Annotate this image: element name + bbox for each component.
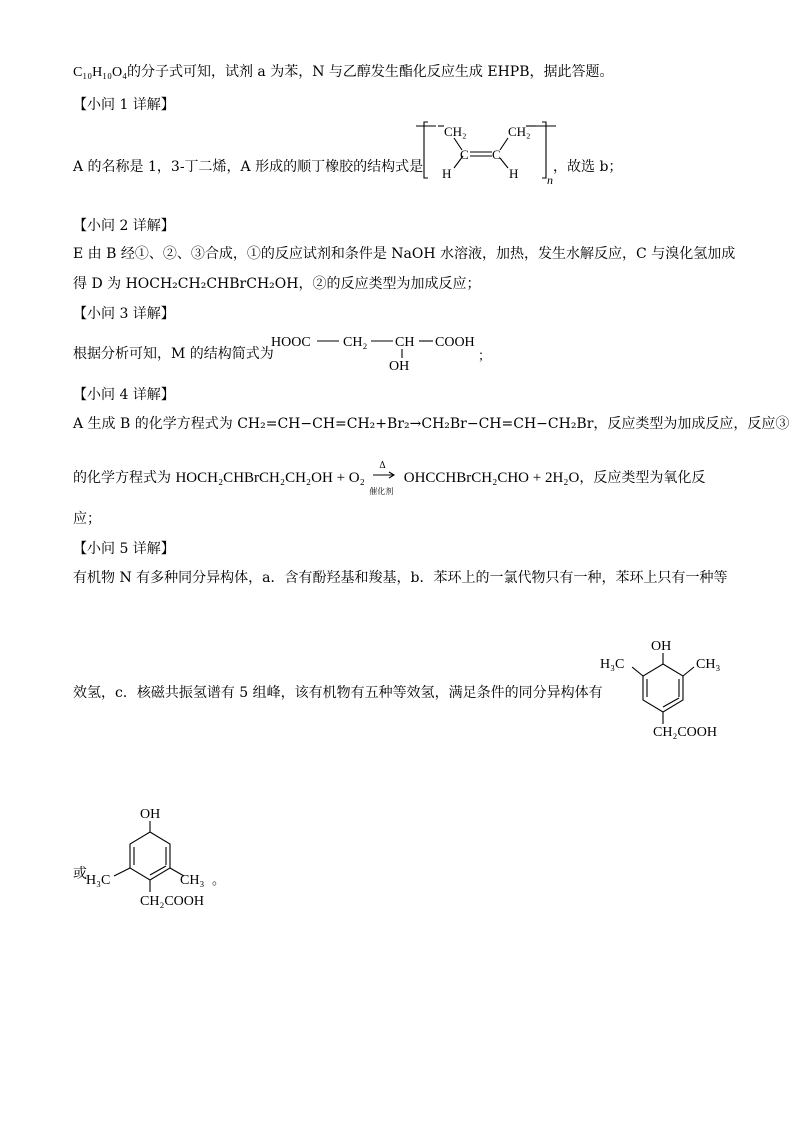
heading-q4: 【小问 4 详解】 xyxy=(73,387,175,403)
heading-q3: 【小问 3 详解】 xyxy=(73,306,175,322)
heading-q1: 【小问 1 详解】 xyxy=(73,97,175,113)
h-left: H xyxy=(442,166,452,181)
q3-post: ； xyxy=(478,348,492,363)
q1-pre: A 的名称是 1，3-丁二烯，A 形成的顺丁橡胶的结构式是 xyxy=(73,159,424,175)
repeat-n: n xyxy=(547,173,553,187)
c-left: C xyxy=(460,147,469,162)
q5-line2: 效氢，c．核磁共振氢谱有 5 组峰，该有机物有五种等效氢，满足条件的同分异构体有 xyxy=(73,685,603,701)
q1-text xyxy=(73,157,423,177)
q5-line1: 有机物 N 有多种同分异构体，a．含有酚羟基和羧基，b．苯环上的一氯代物只有一种，苯环上只有一种等 xyxy=(73,570,728,586)
q2-line2: 得 D 为 HOCH₂CH₂CHBrCH₂OH，②的反应类型为加成反应； xyxy=(73,276,481,292)
equation-left: HOCH₂CHBrCH₂CH₂OH + O₂ xyxy=(175,470,365,486)
q4-line3: 应； xyxy=(73,511,101,527)
q3-pre: 根据分析可知，M 的结构简式为 xyxy=(73,346,274,362)
isomer-structure-2 xyxy=(86,804,226,912)
reaction-arrow xyxy=(369,461,399,496)
s1-right: CH₃ xyxy=(696,657,721,672)
s2-end: 。 xyxy=(212,872,226,887)
intro-line xyxy=(73,62,614,83)
s1-left: H₃C xyxy=(600,657,625,672)
s2-right: CH₃ xyxy=(180,873,205,888)
group-hooc: HOOC xyxy=(271,335,311,350)
polybutadiene-structure xyxy=(416,116,558,187)
heading-q2: 【小问 2 详解】 xyxy=(73,218,175,234)
m-structure xyxy=(271,330,492,374)
ch2-right: CH₂ xyxy=(508,124,531,139)
q1-post: ，故选 b； xyxy=(553,159,623,175)
intro-text: 的分子式可知，试剂 a 为苯，N 与乙醇发生酯化反应生成 EHPB，据此答题。 xyxy=(126,64,614,80)
q4-line1: A 生成 B 的化学方程式为 CH₂=CH−CH=CH₂+Br₂→CH₂Br−CH=CH−CH₂Br，反应类型为加成反应，反应③ xyxy=(73,416,790,432)
group-ch: CH xyxy=(395,335,415,350)
q4-line2-post: ，反应类型为氧化反 xyxy=(579,470,706,486)
s2-bottom: CH₂COOH xyxy=(140,894,204,909)
q4-line2-pre: 的化学方程式为 xyxy=(73,470,171,486)
arrow-condition-top: Δ xyxy=(379,461,386,471)
group-cooh: COOH xyxy=(435,335,475,350)
h-right: H xyxy=(509,166,519,181)
ch2-left: CH₂ xyxy=(444,124,467,139)
group-ch2: CH₂ xyxy=(343,335,368,350)
heading-q5: 【小问 5 详解】 xyxy=(73,541,175,557)
isomer-structure-1 xyxy=(600,636,730,742)
or-label: 或 xyxy=(73,866,87,882)
group-oh: OH xyxy=(389,359,410,374)
s2-left: H₃C xyxy=(86,873,111,888)
arrow-condition-bottom: 催化剂 xyxy=(369,487,394,496)
s2-oh: OH xyxy=(140,807,161,822)
s1-oh: OH xyxy=(651,639,672,654)
q4-line2 xyxy=(73,461,706,496)
molecular-formula: C₁₀H₁₀O₄ xyxy=(73,65,127,80)
s1-bottom: CH₂COOH xyxy=(653,725,717,740)
equation-right: OHCCHBrCH₂CHO + 2H₂O xyxy=(403,470,580,486)
q2-line1: E 由 B 经①、②、③合成，①的反应试剂和条件是 NaOH 水溶液，加热，发生水解反应，C 与溴化氢加成 xyxy=(73,246,736,262)
c-right: C xyxy=(492,147,501,162)
